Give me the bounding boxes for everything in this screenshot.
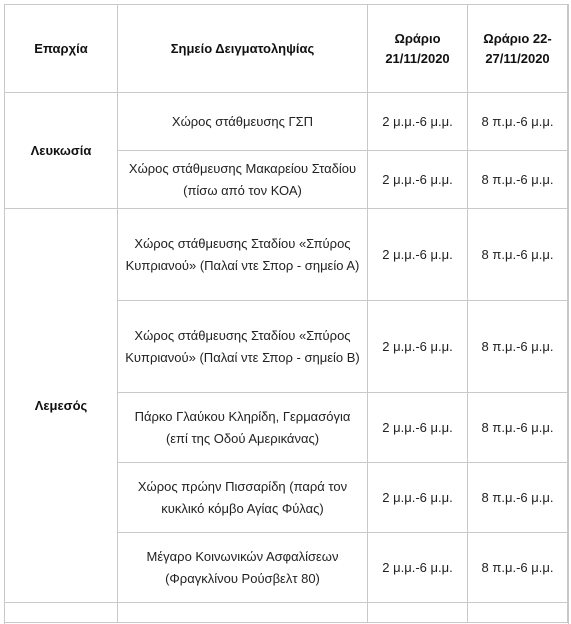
- header-sampling-point: Σημείο Δειγματοληψίας: [118, 5, 368, 93]
- hours-days2-cell: 8 π.μ.-6 μ.μ.: [468, 93, 568, 151]
- empty-cell: [368, 603, 468, 623]
- hours-days2-cell: 8 π.μ.-6 μ.μ.: [468, 209, 568, 301]
- empty-cell: [5, 603, 118, 623]
- hours-days2-cell: 8 π.μ.-6 μ.μ.: [468, 463, 568, 533]
- hours-days2-cell: 8 π.μ.-6 μ.μ.: [468, 301, 568, 393]
- sampling-schedule-table: [4, 4, 568, 623]
- location-cell: Χώρος στάθμευσης ΓΣΠ: [118, 93, 368, 151]
- table-row: [5, 209, 568, 301]
- header-schedule-days2: Ωράριο 22-27/11/2020: [468, 5, 568, 93]
- location-cell: Χώρος στάθμευσης Μακαρείου Σταδίου (πίσω από τον ΚΟΑ): [118, 151, 368, 209]
- location-cell: Μέγαρο Κοινωνικών Ασφαλίσεων (Φραγκλίνου Ρούσβελτ 80): [118, 533, 368, 603]
- hours-day1-cell: 2 μ.μ.-6 μ.μ.: [368, 301, 468, 393]
- hours-day1-cell: 2 μ.μ.-6 μ.μ.: [368, 151, 468, 209]
- location-cell: Πάρκο Γλαύκου Κληρίδη, Γερμασόγια (επί της Οδού Αμερικάνας): [118, 393, 368, 463]
- header-district: Επαρχία: [5, 5, 118, 93]
- hours-days2-cell: 8 π.μ.-6 μ.μ.: [468, 151, 568, 209]
- header-schedule-day1: Ωράριο 21/11/2020: [368, 5, 468, 93]
- table-row: [5, 93, 568, 151]
- empty-cell: [468, 603, 568, 623]
- location-cell: Χώρος στάθμευσης Σταδίου «Σπύρος Κυπριανού» (Παλαί ντε Σπορ - σημείο Β): [118, 301, 368, 393]
- district-cell-lemesos: Λεμεσός: [5, 209, 118, 603]
- hours-day1-cell: 2 μ.μ.-6 μ.μ.: [368, 463, 468, 533]
- table-row-partial: [5, 603, 568, 623]
- hours-day1-cell: 2 μ.μ.-6 μ.μ.: [368, 209, 468, 301]
- district-cell-lefkosia: Λευκωσία: [5, 93, 118, 209]
- location-cell: Χώρος πρώην Πισσαρίδη (παρά τον κυκλικό κόμβο Αγίας Φύλας): [118, 463, 368, 533]
- hours-day1-cell: 2 μ.μ.-6 μ.μ.: [368, 393, 468, 463]
- empty-cell: [118, 603, 368, 623]
- hours-days2-cell: 8 π.μ.-6 μ.μ.: [468, 533, 568, 603]
- hours-day1-cell: 2 μ.μ.-6 μ.μ.: [368, 533, 468, 603]
- table-header-row: [5, 5, 568, 93]
- hours-days2-cell: 8 π.μ.-6 μ.μ.: [468, 393, 568, 463]
- location-cell: Χώρος στάθμευσης Σταδίου «Σπύρος Κυπριανού» (Παλαί ντε Σπορ - σημείο Α): [118, 209, 368, 301]
- hours-day1-cell: 2 μ.μ.-6 μ.μ.: [368, 93, 468, 151]
